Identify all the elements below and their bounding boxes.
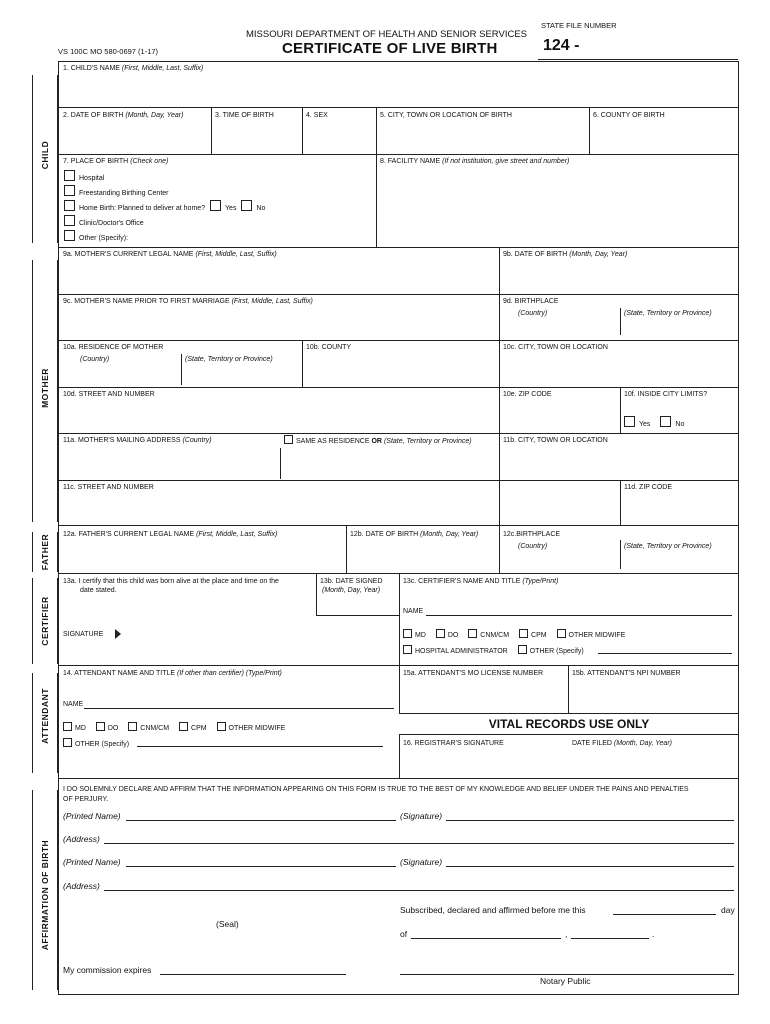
- mother-prior-name-label: 9c. MOTHER'S NAME PRIOR TO FIRST MARRIAGE (First, Middle, Last, Suffix): [63, 298, 313, 305]
- attendant-name-title-label: 14. ATTENDANT NAME AND TITLE (If other than certifier) (Type/Print): [63, 670, 282, 677]
- sex-label: 4. SEX: [306, 112, 328, 119]
- residence-label: 10a. RESIDENCE OF MOTHER: [63, 344, 164, 351]
- section-certifier: CERTIFIER: [40, 596, 50, 646]
- printed-name-1-line[interactable]: [126, 820, 396, 821]
- attendant-other-option[interactable]: OTHER (Specify): [63, 738, 129, 748]
- notary-day-line[interactable]: [613, 914, 716, 915]
- att-other-midwife-checkbox[interactable]: [217, 722, 226, 731]
- address-1-line[interactable]: [104, 843, 734, 844]
- residence-state: (State, Territory or Province): [185, 356, 273, 363]
- father-birthplace-state: (State, Territory or Province): [624, 543, 712, 550]
- father-birthplace-label: 12c.BIRTHPLACE: [503, 531, 561, 538]
- department-name: MISSOURI DEPARTMENT OF HEALTH AND SENIOR SERVICES: [246, 29, 528, 40]
- certifier-name-label: NAME: [403, 608, 424, 615]
- father-dob-label: 12b. DATE OF BIRTH (Month, Day, Year): [350, 531, 479, 538]
- child-name-input[interactable]: [60, 74, 736, 106]
- place-hospital[interactable]: Hospital: [64, 170, 104, 182]
- attendant-name-label: NAME: [63, 701, 84, 708]
- certify-statement-1: 13a. I certify that this child was born alive at the place and time on the: [63, 578, 279, 585]
- place-other[interactable]: Other (Specify):: [64, 230, 128, 242]
- att-do-checkbox[interactable]: [96, 722, 105, 731]
- facility-name-label: 8. FACILITY NAME (If not institution, give street and number): [380, 158, 570, 165]
- notary-public-label: Notary Public: [540, 976, 591, 986]
- time-of-birth-label: 3. TIME OF BIRTH: [215, 112, 274, 119]
- printed-name-1-label: (Printed Name): [63, 811, 121, 821]
- inside-city-no-checkbox[interactable]: [660, 416, 671, 427]
- place-clinic[interactable]: Clinic/Doctor's Office: [64, 215, 144, 227]
- inside-city-yes-checkbox[interactable]: [624, 416, 635, 427]
- commission-line[interactable]: [160, 974, 346, 975]
- npi-label: 15b. ATTENDANT'S NPI NUMBER: [572, 670, 681, 677]
- registrar-signature-label: 16. REGISTRAR'S SIGNATURE: [403, 740, 504, 747]
- section-affirmation: AFFIRMATION OF BIRTH: [40, 839, 50, 951]
- comma-text: ,: [565, 929, 568, 939]
- state-file-underline: [538, 59, 738, 60]
- mailing-zip-label: 11d. ZIP CODE: [624, 484, 672, 491]
- hospital-checkbox[interactable]: [64, 170, 75, 181]
- father-name-label: 12a. FATHER'S CURRENT LEGAL NAME (First, Middle, Last, Suffix): [63, 531, 278, 538]
- signature-1-line[interactable]: [446, 820, 734, 821]
- address-2-label: (Address): [63, 881, 100, 891]
- city-of-birth-label: 5. CITY, TOWN OR LOCATION OF BIRTH: [380, 112, 512, 119]
- declaration-line-1: I DO SOLEMNLY DECLARE AND AFFIRM THAT THE INFORMATION APPEARING ON THIS FORM IS TRUE TO THE BEST OF MY KNOWLEDGE AND BELIEF UNDER THE PAINS AND PENALTIES: [63, 786, 689, 793]
- mother-dob-label: 9b. DATE OF BIRTH (Month, Day, Year): [503, 251, 628, 258]
- cert-hospital-admin-checkbox[interactable]: [403, 645, 412, 654]
- certifier-name-line[interactable]: [426, 615, 732, 616]
- mailing-city-label: 11b. CITY, TOWN OR LOCATION: [503, 437, 608, 444]
- certifier-credential-options[interactable]: MD DO CNM/CM CPM OTHER MIDWIFE: [403, 629, 625, 639]
- clinic-checkbox[interactable]: [64, 215, 75, 226]
- attendant-name-line[interactable]: [84, 708, 394, 709]
- seal-text: (Seal): [216, 919, 239, 929]
- section-mother: MOTHER: [40, 368, 50, 408]
- state-file-number: 124 -: [543, 37, 580, 54]
- printed-name-2-line[interactable]: [126, 866, 396, 867]
- section-father: FATHER: [40, 533, 50, 571]
- address-1-label: (Address): [63, 834, 100, 844]
- notary-month-line[interactable]: [411, 938, 561, 939]
- child-name-label: 1. CHILD'S NAME (First, Middle, Last, Suffix): [63, 65, 204, 72]
- att-cnm-checkbox[interactable]: [128, 722, 137, 731]
- cert-do-checkbox[interactable]: [436, 629, 445, 638]
- signature-label: SIGNATURE: [63, 631, 104, 638]
- mother-birthplace-label: 9d. BIRTHPLACE: [503, 298, 559, 305]
- home-birth-checkbox[interactable]: [64, 200, 75, 211]
- mother-name-label: 9a. MOTHER'S CURRENT LEGAL NAME (First, Middle, Last, Suffix): [63, 251, 277, 258]
- home-no-checkbox[interactable]: [241, 200, 252, 211]
- signature-arrow-icon: [115, 629, 121, 639]
- section-attendant: ATTENDANT: [40, 688, 50, 744]
- same-as-residence-checkbox[interactable]: [284, 435, 293, 444]
- form-number: VS 100C MO 580-0697 (1-17): [58, 47, 159, 56]
- vital-records-heading: VITAL RECORDS USE ONLY: [488, 717, 650, 731]
- signature-2-line[interactable]: [446, 866, 734, 867]
- subscribed-text: Subscribed, declared and affirmed before me this: [400, 905, 586, 915]
- page-title: CERTIFICATE OF LIVE BIRTH: [282, 40, 498, 57]
- state-file-label: STATE FILE NUMBER: [541, 21, 617, 30]
- zip-code-label: 10e. ZIP CODE: [503, 391, 552, 398]
- other-place-checkbox[interactable]: [64, 230, 75, 241]
- residence-county-label: 10b. COUNTY: [306, 344, 352, 351]
- att-md-checkbox[interactable]: [63, 722, 72, 731]
- signature-2-label: (Signature): [400, 857, 443, 867]
- place-of-birth-label: 7. PLACE OF BIRTH (Check one): [63, 158, 169, 165]
- county-of-birth-label: 6. COUNTY OF BIRTH: [593, 112, 665, 119]
- street-number-label: 10d. STREET AND NUMBER: [63, 391, 155, 398]
- period-text: .: [652, 929, 655, 939]
- certifier-admin-options[interactable]: HOSPITAL ADMINISTRATOR OTHER (Specify): [403, 645, 584, 655]
- printed-name-2-label: (Printed Name): [63, 857, 121, 867]
- freestanding-checkbox[interactable]: [64, 185, 75, 196]
- residence-city-label: 10c. CITY, TOWN OR LOCATION: [503, 344, 608, 351]
- inside-city-options[interactable]: Yes No: [624, 416, 684, 428]
- father-birthplace-country: (Country): [518, 543, 548, 550]
- date-signed-label: 13b. DATE SIGNED: [320, 578, 383, 585]
- notary-year-line[interactable]: [571, 938, 649, 939]
- address-2-line[interactable]: [104, 890, 734, 891]
- place-home[interactable]: Home Birth: Planned to deliver at home? Yes No: [64, 200, 265, 212]
- mailing-street-label: 11c. STREET AND NUMBER: [63, 484, 154, 491]
- inside-city-limits-label: 10f. INSIDE CITY LIMITS?: [624, 391, 708, 398]
- cert-other-midwife-checkbox[interactable]: [557, 629, 566, 638]
- cert-cnm-checkbox[interactable]: [468, 629, 477, 638]
- mo-license-label: 15a. ATTENDANT'S MO LICENSE NUMBER: [403, 670, 544, 677]
- cert-md-checkbox[interactable]: [403, 629, 412, 638]
- commission-label: My commission expires: [63, 965, 152, 975]
- residence-country: (Country): [80, 356, 110, 363]
- of-text: of: [400, 929, 408, 939]
- att-cpm-checkbox[interactable]: [179, 722, 188, 731]
- home-yes-checkbox[interactable]: [210, 200, 221, 211]
- cert-cpm-checkbox[interactable]: [519, 629, 528, 638]
- cert-other-checkbox[interactable]: [518, 645, 527, 654]
- signature-1-label: (Signature): [400, 811, 443, 821]
- section-child: CHILD: [40, 140, 50, 170]
- mother-birthplace-country: (Country): [518, 310, 548, 317]
- place-freestanding[interactable]: Freestanding Birthing Center: [64, 185, 169, 197]
- child-dob-label: 2. DATE OF BIRTH (Month, Day, Year): [63, 112, 184, 119]
- date-filed-label: DATE FILED (Month, Day, Year): [572, 740, 672, 747]
- day-text: day: [721, 905, 735, 915]
- declaration-line-2: OF PERJURY.: [63, 796, 109, 803]
- certifier-name-title-label: 13c. CERTIFIER'S NAME AND TITLE (Type/Print): [403, 578, 559, 585]
- att-other-checkbox[interactable]: [63, 738, 72, 747]
- cert-other-specify-line[interactable]: [598, 653, 732, 654]
- attendant-credential-options[interactable]: MD DO CNM/CM CPM OTHER MIDWIFE: [63, 722, 285, 732]
- date-signed-hint: (Month, Day, Year): [322, 587, 381, 594]
- mailing-address-label: 11a. MOTHER'S MAILING ADDRESS (Country): [63, 437, 212, 444]
- mother-birthplace-state: (State, Territory or Province): [624, 310, 712, 317]
- same-as-residence[interactable]: SAME AS RESIDENCE OR (State, Territory or Province): [284, 435, 472, 445]
- att-other-specify-line[interactable]: [137, 746, 383, 747]
- notary-signature-line[interactable]: [400, 974, 734, 975]
- certify-statement-2: date stated.: [80, 587, 117, 594]
